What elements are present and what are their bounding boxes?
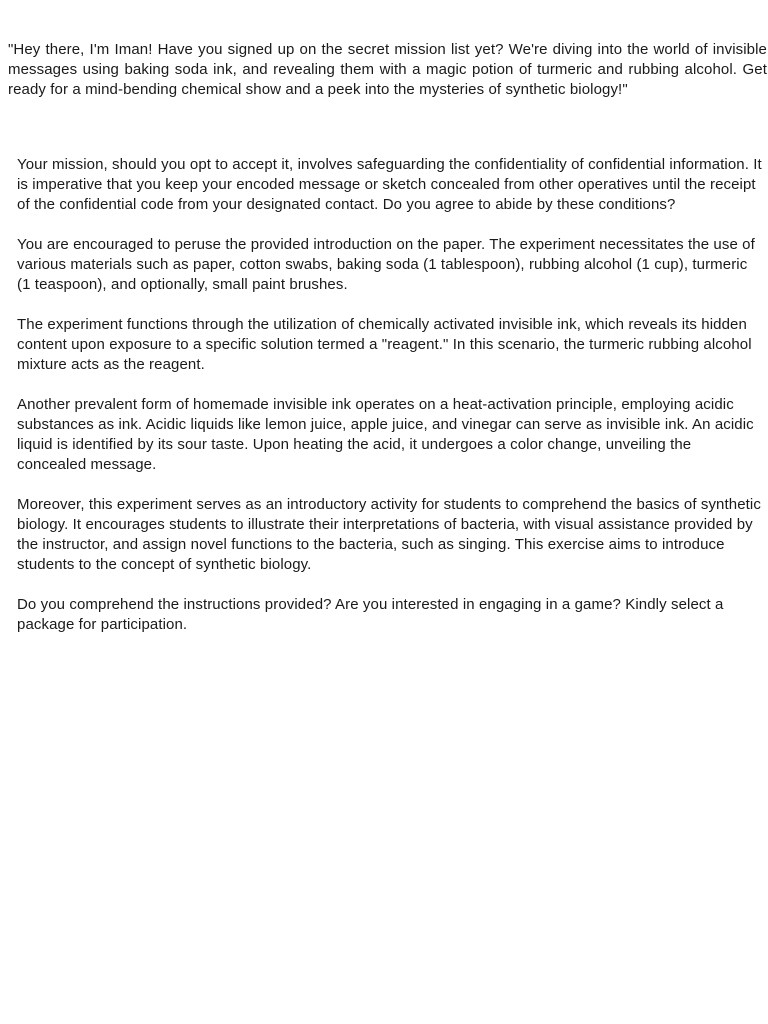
- question-paragraph: Do you comprehend the instructions provided? Are you interested in engaging in a game? Kindly select a package for participation.: [17, 596, 724, 633]
- mission-paragraph: Your mission, should you opt to accept it, involves safeguarding the confidentiality of confidential information. It is imperative that you keep your encoded message or sketch concealed from other operatives until the receipt of the confidential code from your designated contact. Do you agree to abide by these conditions?: [17, 156, 762, 213]
- synthetic-biology-paragraph: Moreover, this experiment serves as an introductory activity for students to comprehend the basics of synthetic biology. It encourages students to illustrate their interpretations of bacteria, with visual assistance provided by the instructor, and assign novel functions to the bacteria, such as singing. This exercise aims to introduce students to the concept of synthetic biology.: [17, 496, 761, 573]
- instructions-body: [17, 155, 762, 655]
- heat-ink-paragraph: Another prevalent form of homemade invisible ink operates on a heat-activation principle, employing acidic substances as ink. Acidic liquids like lemon juice, apple juice, and vinegar can serve as invisible ink. An acidic liquid is identified by its sour taste. Upon heating the acid, it undergoes a color change, unveiling the concealed message.: [17, 396, 754, 473]
- intro-quote: "Hey there, I'm Iman! Have you signed up on the secret mission list yet? We're diving into the world of invisible messages using baking soda ink, and revealing them with a magic potion of turmeric and rubbing alcohol. Get ready for a mind-bending chemical show and a peek into the mysteries of synthetic biology!": [8, 41, 767, 98]
- materials-paragraph: You are encouraged to peruse the provided introduction on the paper. The experiment necessitates the use of various materials such as paper, cotton swabs, baking soda (1 tablespoon), rubbing alcohol (1 cup), turmeric (1 teaspoon), and optionally, small paint brushes.: [17, 236, 755, 293]
- mechanism-paragraph: The experiment functions through the utilization of chemically activated invisible ink, which reveals its hidden content upon exposure to a specific solution termed a "reagent." In this scenario, the turmeric rubbing alcohol mixture acts as the reagent.: [17, 316, 752, 373]
